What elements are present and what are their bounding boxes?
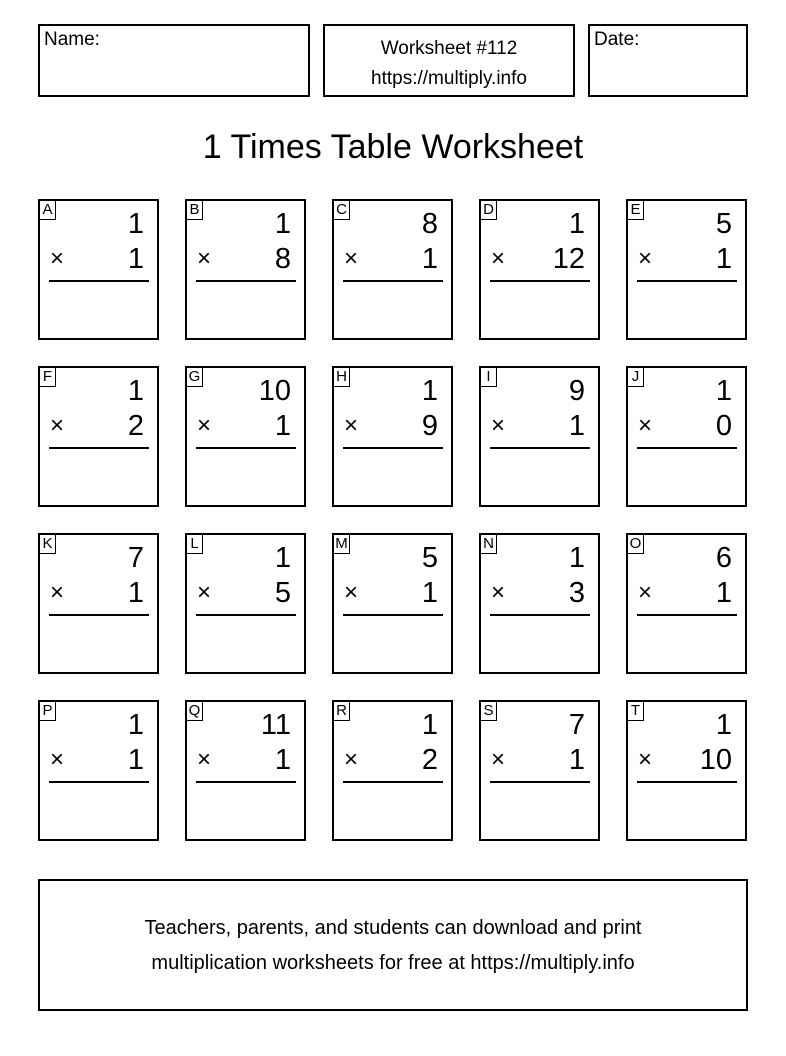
- problem-letter: R: [333, 701, 350, 721]
- answer-line: [490, 447, 590, 449]
- problem-letter: F: [39, 367, 56, 387]
- date-field[interactable]: [588, 24, 748, 97]
- answer-line: [49, 447, 149, 449]
- problem-bottom-number: 1: [274, 410, 291, 442]
- times-sign: ×: [197, 579, 212, 606]
- problem-letter: A: [39, 200, 56, 220]
- problem-letter: E: [627, 200, 644, 220]
- worksheet-info-box: [323, 24, 575, 97]
- problem-bottom-number: 3: [568, 577, 585, 609]
- problem-letter: P: [39, 701, 56, 721]
- answer-line: [196, 614, 296, 616]
- problem-bottom-number: 1: [421, 577, 438, 609]
- problem-card[interactable]: [38, 533, 159, 674]
- times-sign: ×: [638, 245, 653, 272]
- problem-top-number: 1: [568, 542, 585, 574]
- problem-top-number: 1: [127, 375, 144, 407]
- problem-card[interactable]: [185, 366, 306, 507]
- problem-bottom-number: 1: [421, 243, 438, 275]
- problem-top-number: 5: [421, 542, 438, 574]
- answer-line: [343, 280, 443, 282]
- times-sign: ×: [344, 412, 359, 439]
- times-sign: ×: [638, 412, 653, 439]
- problem-top-number: 1: [421, 709, 438, 741]
- times-sign: ×: [344, 579, 359, 606]
- problem-letter: K: [39, 534, 56, 554]
- problem-top-number: 8: [421, 208, 438, 240]
- problem-letter: T: [627, 701, 644, 721]
- problem-top-number: 1: [715, 709, 732, 741]
- answer-line: [343, 614, 443, 616]
- times-sign: ×: [50, 746, 65, 773]
- problem-letter: D: [480, 200, 497, 220]
- answer-line: [637, 280, 737, 282]
- answer-line: [343, 447, 443, 449]
- problem-card[interactable]: [626, 533, 747, 674]
- problem-card[interactable]: [626, 199, 747, 340]
- problem-letter: G: [186, 367, 203, 387]
- problem-card[interactable]: [479, 366, 600, 507]
- problem-top-number: 1: [127, 709, 144, 741]
- times-sign: ×: [344, 746, 359, 773]
- answer-line: [490, 280, 590, 282]
- problem-bottom-number: 1: [127, 243, 144, 275]
- problem-top-number: 10: [258, 375, 291, 407]
- problem-card[interactable]: [185, 700, 306, 841]
- problem-bottom-number: 1: [127, 577, 144, 609]
- times-sign: ×: [491, 412, 506, 439]
- times-sign: ×: [491, 245, 506, 272]
- problem-top-number: 7: [127, 542, 144, 574]
- problem-letter: I: [480, 367, 497, 387]
- footer-note: [38, 879, 748, 1011]
- answer-line: [490, 614, 590, 616]
- answer-line: [490, 781, 590, 783]
- problem-card[interactable]: [479, 700, 600, 841]
- name-label: Name:: [44, 29, 100, 50]
- times-sign: ×: [197, 245, 212, 272]
- name-field[interactable]: [38, 24, 310, 97]
- problem-letter: C: [333, 200, 350, 220]
- problem-card[interactable]: [38, 366, 159, 507]
- answer-line: [637, 447, 737, 449]
- times-sign: ×: [197, 412, 212, 439]
- website-link[interactable]: https://multiply.info: [371, 68, 527, 89]
- answer-line: [196, 447, 296, 449]
- times-sign: ×: [344, 245, 359, 272]
- problem-letter: Q: [186, 701, 203, 721]
- problem-card[interactable]: [332, 700, 453, 841]
- answer-line: [196, 280, 296, 282]
- times-sign: ×: [638, 746, 653, 773]
- problem-top-number: 11: [260, 709, 291, 741]
- problem-bottom-number: 1: [568, 744, 585, 776]
- problem-letter: H: [333, 367, 350, 387]
- problem-letter: S: [480, 701, 497, 721]
- problem-top-number: 1: [127, 208, 144, 240]
- footer-line-2: multiplication worksheets for free at https://multiply.info: [151, 952, 635, 974]
- answer-line: [49, 614, 149, 616]
- problem-card[interactable]: [185, 533, 306, 674]
- problem-bottom-number: 5: [274, 577, 291, 609]
- times-sign: ×: [50, 579, 65, 606]
- date-label: Date:: [594, 29, 640, 50]
- problem-top-number: 9: [568, 375, 585, 407]
- answer-line: [49, 781, 149, 783]
- problem-top-number: 1: [421, 375, 438, 407]
- problem-bottom-number: 1: [274, 744, 291, 776]
- problem-card[interactable]: [479, 533, 600, 674]
- problem-card[interactable]: [626, 366, 747, 507]
- problem-bottom-number: 1: [715, 243, 732, 275]
- problem-card[interactable]: [479, 199, 600, 340]
- problem-bottom-number: 1: [568, 410, 585, 442]
- page-title: 1 Times Table Worksheet: [202, 128, 584, 166]
- problem-top-number: 1: [715, 375, 732, 407]
- answer-line: [637, 781, 737, 783]
- problem-bottom-number: 1: [715, 577, 732, 609]
- problem-card[interactable]: [332, 533, 453, 674]
- times-sign: ×: [197, 746, 212, 773]
- problem-top-number: 7: [568, 709, 585, 741]
- problem-letter: N: [480, 534, 497, 554]
- problem-card[interactable]: [332, 366, 453, 507]
- problem-bottom-number: 0: [715, 410, 732, 442]
- problem-letter: M: [333, 534, 350, 554]
- times-sign: ×: [50, 245, 65, 272]
- problem-top-number: 6: [715, 542, 732, 574]
- problem-top-number: 1: [274, 208, 291, 240]
- problem-bottom-number: 10: [699, 744, 732, 776]
- problem-bottom-number: 1: [127, 744, 144, 776]
- problem-letter: B: [186, 200, 203, 220]
- footer-line-1: Teachers, parents, and students can download and print: [144, 917, 642, 939]
- answer-line: [196, 781, 296, 783]
- times-sign: ×: [50, 412, 65, 439]
- problem-card[interactable]: [38, 199, 159, 340]
- problem-card[interactable]: [38, 700, 159, 841]
- problem-card[interactable]: [185, 199, 306, 340]
- times-sign: ×: [491, 579, 506, 606]
- problem-bottom-number: 2: [421, 744, 438, 776]
- problem-bottom-number: 2: [127, 410, 144, 442]
- problem-bottom-number: 12: [552, 243, 585, 275]
- problem-bottom-number: 9: [421, 410, 438, 442]
- problem-top-number: 1: [274, 542, 291, 574]
- answer-line: [637, 614, 737, 616]
- problem-letter: O: [627, 534, 644, 554]
- answer-line: [49, 280, 149, 282]
- answer-line: [343, 781, 443, 783]
- problem-card[interactable]: [626, 700, 747, 841]
- problem-card[interactable]: [332, 199, 453, 340]
- problem-bottom-number: 8: [274, 243, 291, 275]
- problem-top-number: 1: [568, 208, 585, 240]
- problem-letter: L: [186, 534, 203, 554]
- problem-letter: J: [627, 367, 644, 387]
- times-sign: ×: [638, 579, 653, 606]
- problem-top-number: 5: [715, 208, 732, 240]
- worksheet-number: Worksheet #112: [380, 38, 518, 59]
- times-sign: ×: [491, 746, 506, 773]
